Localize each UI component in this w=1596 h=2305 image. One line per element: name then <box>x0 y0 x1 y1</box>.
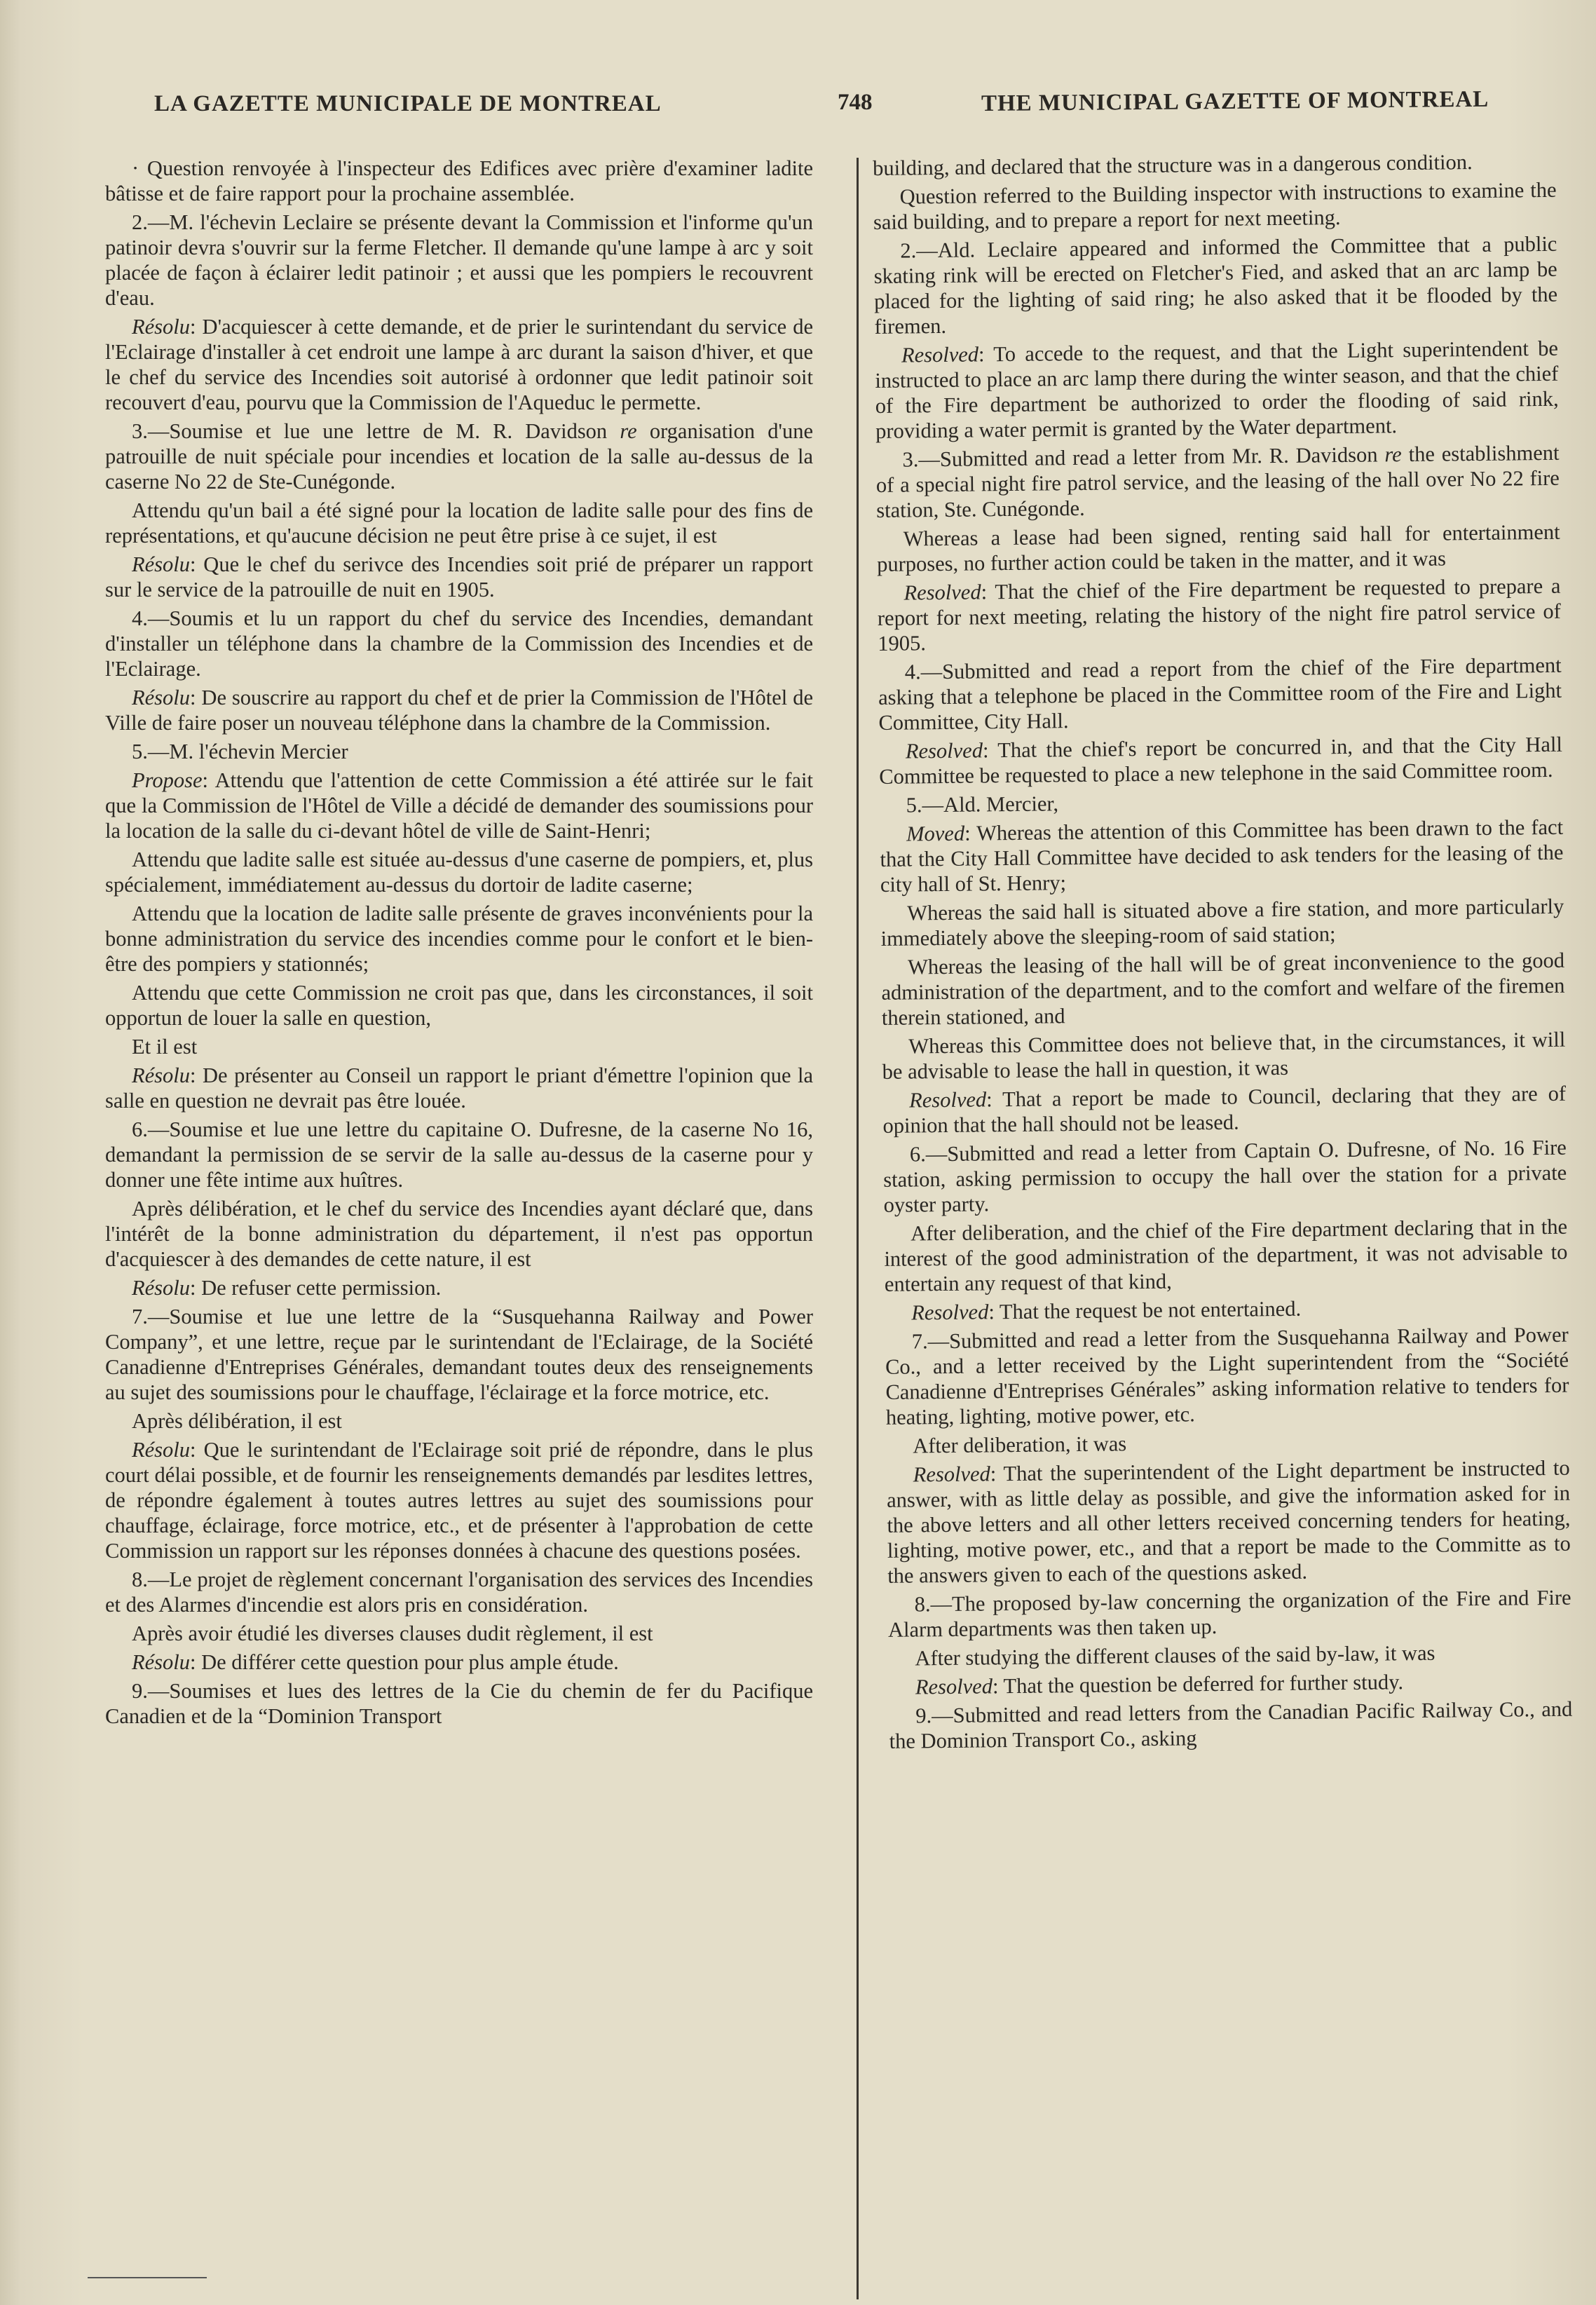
paragraph <box>105 1650 813 1675</box>
paragraph-text: : Que le surintendant de l'Eclairage soit prié de répondre, dans le plus court délai possible, et de fournir les renseignements demandés par lesdites lettres, de répondre également à toutes autres lettres au sujet des soumissions pour chauffage, éclairage, force motrice, etc., et de présenter à l'approbation de cette Commission un rapport sur les réponses données à chacune des questions posées. <box>105 1438 813 1563</box>
paragraph-text: Question referred to the Building inspector with instructions to examine the said building, and to prepare a report for next meeting. <box>873 177 1557 234</box>
paragraph-text: 4.—Submitted and read a report from the chief of the Fire department asking that a telephone be placed in the Committee room of the Fire and Light Committee, City Hall. <box>878 653 1562 735</box>
paragraph-text: 8.—The proposed by-law concerning the organization of the Fire and Fire Alarm departments was then taken up. <box>887 1585 1571 1642</box>
paragraph-text: Whereas the leasing of the hall will be of great inconvenience to the good administration of the department, and to the comfort and welfare of the firemen therein stationed, and <box>881 948 1565 1030</box>
english-column <box>873 149 1573 1757</box>
paragraph <box>887 1585 1571 1643</box>
paragraph <box>105 1437 813 1563</box>
paragraph <box>105 1408 813 1434</box>
paragraph <box>880 786 1563 818</box>
paragraph-text: 2.—Ald. Leclaire appeared and informed the Committee that a public skating rink will be erected on Fletcher's Fied, and asked that an arc lamp be placed for the lighting of said ring; he also asked that it be flooded by the firemen. <box>873 231 1558 339</box>
paragraph-text: : De présenter au Conseil un rapport le priant d'émettre l'opinion que la salle en question ne devrait pas être louée. <box>105 1063 813 1113</box>
paragraph <box>105 419 813 494</box>
paragraph <box>105 1304 813 1405</box>
paragraph <box>105 1063 813 1113</box>
paragraph-text: 3.—Soumise et lue une lettre de M. R. Davidson <box>132 419 620 443</box>
paragraph-keyword: Moved <box>906 821 965 846</box>
paragraph <box>105 980 813 1031</box>
paragraph <box>105 156 813 206</box>
paragraph <box>105 1275 813 1300</box>
paragraph-keyword: Résolu <box>132 552 191 576</box>
paragraph <box>889 1697 1573 1754</box>
paragraph <box>105 606 813 681</box>
page-header <box>147 86 1542 121</box>
paragraph-text: 9.—Submitted and read letters from the Canadian Pacific Railway Co., and the Dominion Transport Co., asking <box>889 1697 1573 1753</box>
paragraph-text: : That a report be made to Council, declaring that they are of opinion that the hall should not be leased. <box>882 1081 1567 1138</box>
paragraph-keyword: Résolu <box>132 1438 191 1462</box>
paragraph-keyword: re <box>620 419 637 443</box>
paragraph <box>882 1027 1566 1084</box>
paragraph <box>105 498 813 548</box>
paragraph <box>880 894 1564 951</box>
paragraph-text: 5.—M. l'échevin Mercier <box>132 740 348 763</box>
paragraph-text: Après délibération, et le chef du service des Incendies ayant déclaré que, dans l'intérêt de la bonne administration du département, il n'est pas opportun d'acquiescer à des demandes de cette nature, il est <box>105 1197 813 1271</box>
paragraph-text: Attendu que la location de ladite salle présente de graves inconvénients pour la bonne administration du service des incendies comme pour le confort et le bien-être des pompiers y stationnés; <box>105 902 813 976</box>
paragraph-text: 7.—Soumise et lue une lettre de la “Susquehanna Railway and Power Company”, et une lettre, reçue par le surintendant de l'Eclairage, de la Société Canadienne d'Entreprises Générales, demandant toutes deux des renseignements au sujet des soumissions pour le chauffage, l'éclairage et la force motrice, etc. <box>105 1305 813 1404</box>
paragraph-text: : That the chief's report be concurred in, and that the City Hall Committee be requested to place a new telephone in the said Committee room. <box>879 732 1563 789</box>
paragraph-keyword: Resolved <box>911 1300 989 1325</box>
paragraph <box>875 440 1560 523</box>
paragraph-text: After deliberation, it was <box>913 1432 1127 1458</box>
paragraph-text: Attendu que ladite salle est située au-dessus d'une caserne de pompiers, et, plus spécialement, immédiatement au-dessus du dortoir de ladite caserne; <box>105 848 813 897</box>
paragraph <box>877 573 1561 656</box>
paragraph-text: : Whereas the attention of this Committee has been drawn to the fact that the City Hall Committee have decided to ask tenders for the leasing of the city hall of St. Henry; <box>880 815 1564 897</box>
paragraph <box>105 210 813 311</box>
paragraph <box>873 177 1557 235</box>
paragraph-keyword: Resolved <box>903 580 981 605</box>
column-divider <box>857 158 859 2299</box>
paragraph <box>105 847 813 897</box>
footer-rule <box>88 2277 207 2278</box>
paragraph <box>105 314 813 415</box>
paragraph <box>105 1678 813 1729</box>
paragraph-text: Attendu qu'un bail a été signé pour la location de ladite salle pour des fins de représentations, et qu'aucune décision ne peut être prise à ce sujet, il est <box>105 498 813 548</box>
paragraph-text: 6.—Submitted and read a letter from Captain O. Dufresne, of No. 16 Fire station, asking permission to occupy the hall over the station for a private oyster party. <box>883 1135 1567 1217</box>
paragraph <box>885 1322 1569 1430</box>
paragraph-text: : De souscrire au rapport du chef et de prier la Commission de l'Hôtel de Ville de faire poser un nouveau téléphone dans la chambre de la Commission. <box>105 686 813 735</box>
paragraph <box>886 1427 1569 1459</box>
paragraph <box>105 1567 813 1617</box>
paragraph <box>889 1668 1572 1700</box>
paragraph <box>873 231 1557 339</box>
header-title-french: LA GAZETTE MUNICIPALE DE MONTREAL <box>154 91 662 116</box>
paragraph <box>881 948 1565 1031</box>
paragraph <box>105 1196 813 1272</box>
paragraph-keyword: Resolved <box>905 738 983 763</box>
paragraph-keyword: Resolved <box>901 342 979 367</box>
paragraph-keyword: Résolu <box>132 315 191 339</box>
paragraph <box>878 653 1562 735</box>
paragraph-text: Et il est <box>132 1035 198 1059</box>
paragraph <box>105 1117 813 1192</box>
paragraph <box>105 685 813 735</box>
paragraph-text: Attendu que cette Commission ne croit pas que, dans les circonstances, il soit opportun de louer la salle en question, <box>105 981 813 1030</box>
paragraph-keyword: Résolu <box>132 1650 191 1674</box>
paragraph <box>884 1214 1568 1297</box>
paragraph <box>875 336 1559 444</box>
paragraph-text: organisation d'une patrouille de nuit spéciale pour incendies et location de la salle au-dessus de la caserne No 22 de Ste-Cunégonde. <box>105 419 813 494</box>
paragraph <box>880 815 1564 897</box>
paragraph-text: 8.—Le projet de règlement concernant l'organisation des services des Incendies et des Alarmes d'incendie est alors pris en considération. <box>105 1568 813 1617</box>
paragraph-text: 4.—Soumis et lu un rapport du chef du service des Incendies, demandant d'installer un téléphone dans la chambre de la Commission des Incendies et de l'Eclairage. <box>105 606 813 681</box>
paragraph-text: : Que le chef du serivce des Incendies soit prié de préparer un rapport sur le service de la patrouille de nuit en 1905. <box>105 552 813 601</box>
paragraph <box>105 768 813 843</box>
paragraph-text: 6.—Soumise et lue une lettre du capitaine O. Dufresne, de la caserne No 16, demandant la permission de se servir de la salle au-dessus de la caserne pour y donner une fête intime aux huîtres. <box>105 1117 813 1192</box>
paragraph <box>877 519 1561 577</box>
paragraph-text: : That the question be deferred for further study. <box>992 1670 1404 1699</box>
paragraph-text: 2.—M. l'échevin Leclaire se présente devant la Commission et l'informe qu'un patinoir devra s'ouvrir sur la ferme Fletcher. Il demande qu'une lampe à arc y soit placée de façon à éclairer ledit patinoir ; et aussi que les pompiers le recouvrent d'eau. <box>105 210 813 310</box>
paragraph-keyword: Résolu <box>132 1063 191 1087</box>
paragraph-text: Whereas the said hall is situated above a fire station, and more particularly immediately above the sleeping-room of said station; <box>880 894 1564 951</box>
paragraph-text: : To accede to the request, and that the Light superintendent be instructed to place an arc lamp there during the winter season, and that the chief of the Fire department be authorized to order the flooding of said rink, providing a water permit is granted by the Water department. <box>875 336 1559 443</box>
paragraph-text: : De refuser cette permission. <box>190 1276 442 1300</box>
paragraph <box>882 1081 1567 1138</box>
paragraph-text: · Question renvoyée à l'inspecteur des Edifices avec prière d'examiner ladite bâtisse et de faire rapport pour la prochaine assemblée. <box>105 156 813 205</box>
paragraph <box>888 1639 1571 1671</box>
paragraph-keyword: Résolu <box>132 686 191 709</box>
header-title-english: THE MUNICIPAL GAZETTE OF MONTREAL <box>981 86 1489 116</box>
paragraph-keyword: Résolu <box>132 1276 191 1300</box>
paragraph-keyword: Propose <box>132 768 203 792</box>
paragraph-keyword: Resolved <box>915 1674 993 1699</box>
paragraph <box>873 149 1556 181</box>
paragraph <box>105 739 813 764</box>
paragraph-text: 7.—Submitted and read a letter from the Susquehanna Railway and Power Co., and a letter received by the Light superintendent from the “Société Canadienne d'Entreprises Générales” asking information relative to tenders for heating, lighting, motive power, etc. <box>885 1322 1569 1429</box>
paragraph-text: After deliberation, and the chief of the Fire department declaring that in the interest of the good administration of the department, it was not advisable to entertain any request of that kind, <box>884 1214 1568 1296</box>
paragraph-text: : Attendu que l'attention de cette Commission a été attirée sur le fait que la Commission de l'Hôtel de Ville a décidé de demander des soumissions pour la location de la salle du ci-devant hôtel de ville de Saint-Henri; <box>105 768 813 843</box>
paragraph-keyword: Resolved <box>908 1087 987 1113</box>
paragraph-text: 5.—Ald. Mercier, <box>906 791 1059 817</box>
page-number: 748 <box>838 90 873 115</box>
paragraph-text: Whereas this Committee does not believe that, in the circumstances, it will be advisable to lease the hall in question, it was <box>882 1027 1566 1084</box>
paragraph-text: 3.—Submitted and read a letter from Mr. R. Davidson <box>902 442 1385 472</box>
paragraph-text: 9.—Soumises et lues des lettres de la Cie du chemin de fer du Pacifique Canadien et de la “Dominion Transport <box>105 1679 813 1728</box>
paragraph <box>879 732 1563 789</box>
paragraph <box>105 552 813 602</box>
paragraph-keyword: Resolved <box>913 1462 990 1487</box>
paragraph <box>105 901 813 977</box>
paragraph-text: building, and declared that the structure was in a dangerous condition. <box>873 150 1473 180</box>
paragraph-text: the establishment of a special night fire patrol service, and the leasing of the hall over No 22 fire station, Ste. Cunégonde. <box>875 440 1560 522</box>
paragraph-text: : D'acquiescer à cette demande, et de prier le surintendant du service de l'Eclairage d'installer à cet endroit une lampe à arc durant la saison d'hiver, et que le chef du service des Incendies soit autorisé à ordonner que ledit patinoir soit recouvert d'eau, pourvu que la Commission de l'Aqueduc le permette. <box>105 315 813 414</box>
paragraph-text: : That the superintendent of the Light department be instructed to answer, with as little delay as possible, and give the information asked for in the above letters and all other letters received concerning tenders for heating, lighting, motive power, etc., and that a report be made to the Committe as to the answers given to each of the questions asked. <box>886 1455 1571 1588</box>
paragraph <box>885 1293 1568 1326</box>
paragraph <box>105 1034 813 1059</box>
paragraph-text: : De différer cette question pour plus ample étude. <box>190 1650 619 1674</box>
paragraph-text: : That the chief of the Fire department be requested to prepare a report for next meeting, relating the history of the night fire patrol service of 1905. <box>877 573 1562 655</box>
paragraph <box>887 1455 1571 1589</box>
french-column <box>105 156 813 1732</box>
paragraph-text: Après délibération, il est <box>132 1409 342 1433</box>
paragraph-keyword: re <box>1384 442 1402 467</box>
paragraph <box>105 1621 813 1646</box>
paragraph-text: : That the request be not entertained. <box>988 1296 1302 1324</box>
paragraph-text: After studying the different clauses of the said by-law, it was <box>915 1640 1435 1671</box>
paragraph-text: Whereas a lease had been signed, renting said hall for entertainment purposes, no further action could be taken in the matter, and it was <box>876 519 1560 576</box>
paragraph-text: Après avoir étudié les diverses clauses dudit règlement, il est <box>132 1621 653 1645</box>
paragraph <box>883 1135 1567 1218</box>
